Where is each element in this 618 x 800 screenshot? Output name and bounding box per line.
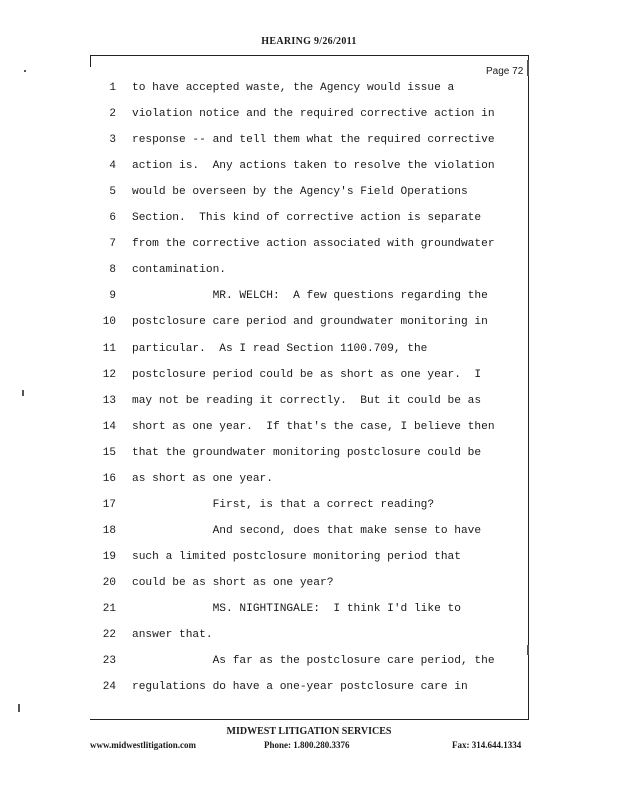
line-number: 6 [109, 212, 116, 224]
line-number: 5 [109, 186, 116, 198]
footer-fax: Fax: 314.644.1334 [452, 740, 522, 750]
line-number: 15 [102, 447, 116, 459]
line-number: 17 [102, 499, 116, 511]
line-number: 9 [109, 290, 116, 302]
transcript-line [0, 156, 618, 176]
line-text: action is. Any actions taken to resolve the violation [132, 160, 495, 172]
transcript-line [0, 312, 618, 332]
transcript-line [0, 677, 618, 697]
transcript-line [0, 182, 618, 202]
transcript-line [0, 547, 618, 567]
transcript-line [0, 573, 618, 593]
line-number: 13 [102, 395, 116, 407]
transcript-line [0, 495, 618, 515]
transcript-line [0, 339, 618, 359]
line-text: that the groundwater monitoring postclosure could be [132, 447, 482, 459]
line-number: 19 [102, 551, 116, 563]
transcript-line [0, 625, 618, 645]
transcript-line [0, 365, 618, 385]
line-number: 4 [109, 160, 116, 172]
line-text: from the corrective action associated with groundwater [132, 238, 495, 250]
transcript-line [0, 599, 618, 619]
line-text: answer that. [132, 629, 213, 641]
scan-speck [527, 60, 529, 76]
line-number: 20 [102, 577, 116, 589]
scan-speck [527, 645, 529, 655]
document-header: HEARING 9/26/2011 [261, 36, 357, 47]
line-text: particular. As I read Section 1100.709, the [132, 343, 428, 355]
transcript-line [0, 443, 618, 463]
line-text: could be as short as one year? [132, 577, 334, 589]
line-number: 10 [102, 316, 116, 328]
scan-speck [18, 704, 20, 712]
transcript-line [0, 469, 618, 489]
line-text: may not be reading it correctly. But it could be as [132, 395, 482, 407]
transcript-line [0, 651, 618, 671]
line-number: 8 [109, 264, 116, 276]
line-number: 11 [102, 343, 116, 355]
footer-company: MIDWEST LITIGATION SERVICES [226, 726, 392, 737]
line-number: 7 [109, 238, 116, 250]
page-frame [90, 55, 529, 720]
line-text: as short as one year. [132, 473, 273, 485]
transcript-line [0, 130, 618, 150]
line-text: MS. NIGHTINGALE: I think I'd like to [132, 603, 461, 615]
line-text: First, is that a correct reading? [132, 499, 435, 511]
line-text: postclosure care period and groundwater monitoring in [132, 316, 488, 328]
line-text: MR. WELCH: A few questions regarding the [132, 290, 488, 302]
line-text: short as one year. If that's the case, I believe then [132, 421, 495, 433]
line-number: 12 [102, 369, 116, 381]
line-number: 1 [109, 82, 116, 94]
scan-speck [24, 70, 26, 72]
transcript-line [0, 521, 618, 541]
line-number: 23 [102, 655, 116, 667]
transcript-line [0, 208, 618, 228]
scan-speck [22, 390, 24, 396]
footer-website: www.midwestlitigation.com [90, 740, 196, 750]
frame-tick [90, 55, 91, 67]
line-number: 18 [102, 525, 116, 537]
transcript-line [0, 286, 618, 306]
transcript-line [0, 78, 618, 98]
line-number: 14 [102, 421, 116, 433]
line-text: would be overseen by the Agency's Field Operations [132, 186, 468, 198]
line-number: 3 [109, 134, 116, 146]
transcript-line [0, 391, 618, 411]
transcript-line [0, 104, 618, 124]
line-text: postclosure period could be as short as one year. I [132, 369, 482, 381]
line-text: And second, does that make sense to have [132, 525, 482, 537]
line-text: response -- and tell them what the required corrective [132, 134, 495, 146]
transcript-line [0, 234, 618, 254]
footer-contact-row [0, 740, 618, 754]
page-number: Page 72 [486, 66, 524, 77]
line-text: Section. This kind of corrective action is separate [132, 212, 482, 224]
line-text: regulations do have a one-year postclosure care in [132, 681, 468, 693]
line-number: 21 [102, 603, 116, 615]
line-number: 16 [102, 473, 116, 485]
line-text: such a limited postclosure monitoring period that [132, 551, 461, 563]
footer-phone: Phone: 1.800.280.3376 [264, 740, 350, 750]
line-number: 24 [102, 681, 116, 693]
line-text: contamination. [132, 264, 226, 276]
transcript-line [0, 260, 618, 280]
line-text: violation notice and the required corrective action in [132, 108, 495, 120]
line-text: As far as the postclosure care period, the [132, 655, 495, 667]
line-number: 2 [109, 108, 116, 120]
line-text: to have accepted waste, the Agency would issue a [132, 82, 455, 94]
line-number: 22 [102, 629, 116, 641]
transcript-line [0, 417, 618, 437]
